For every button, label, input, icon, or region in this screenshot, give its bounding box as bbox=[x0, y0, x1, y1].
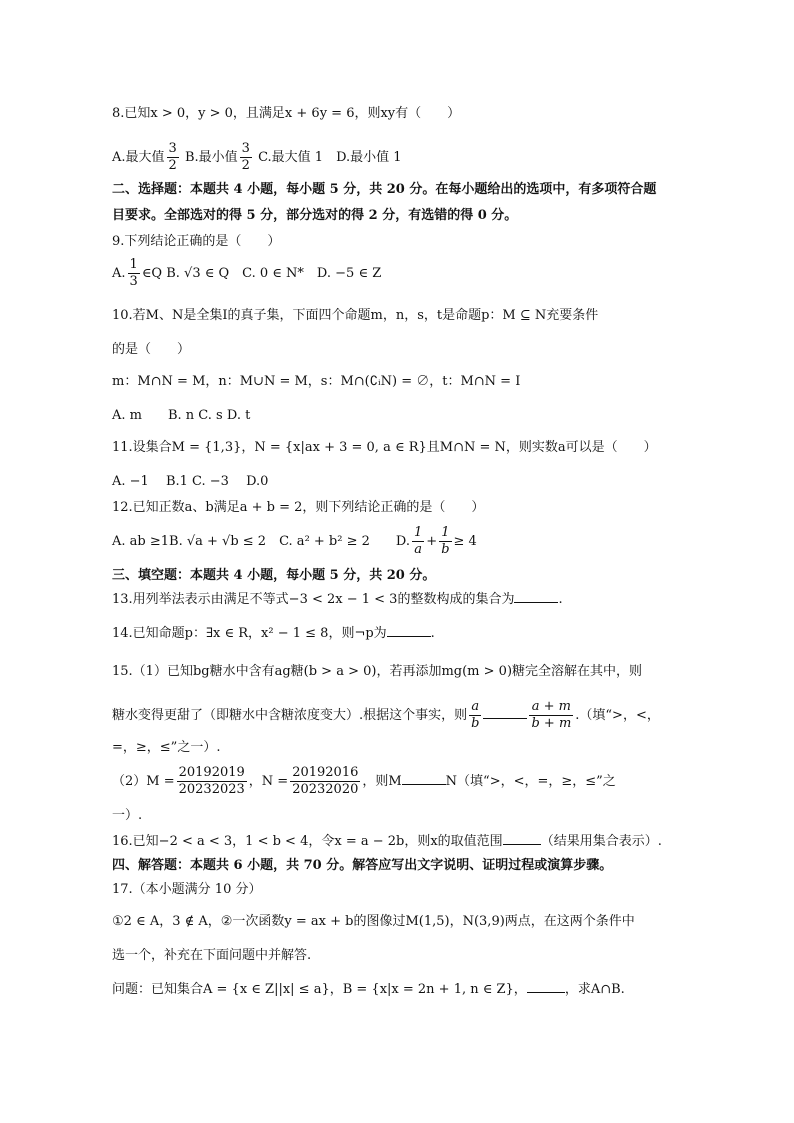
fraction-denominator: a bbox=[414, 542, 423, 557]
q16-tail: （结果用集合表示）. bbox=[540, 834, 662, 849]
answer-blank[interactable] bbox=[503, 832, 541, 845]
section-3-title: 三、填空题：本题共 4 小题，每小题 5 分，共 20 分。 bbox=[112, 568, 436, 583]
answer-blank[interactable] bbox=[402, 772, 446, 785]
q16-line bbox=[112, 832, 662, 852]
fraction-denominator: b + m bbox=[531, 716, 572, 731]
q13-tail: . bbox=[558, 592, 563, 607]
q12-stem: 12.已知正数a、b满足a + b = 2，则下列结论正确的是（ ） bbox=[112, 500, 485, 515]
q15-line4-tail: N（填“>，<，=，≥，≤”之 bbox=[445, 774, 616, 789]
q15-n-fraction bbox=[290, 765, 360, 798]
q17-line3 bbox=[112, 980, 625, 1000]
answer-blank[interactable] bbox=[527, 980, 565, 993]
q15-line4-mid: ，则M bbox=[362, 774, 402, 789]
q14-line bbox=[112, 624, 435, 644]
q8-option-b-fraction bbox=[240, 141, 252, 174]
q15-m-fraction bbox=[177, 765, 247, 798]
q12-option-d-tail: ≥ 4 bbox=[453, 534, 477, 549]
answer-blank[interactable] bbox=[483, 706, 527, 719]
q15-line3: =，≥，≤”之一）. bbox=[112, 740, 221, 755]
q15-line2-tail: .（填“>，<， bbox=[575, 708, 660, 723]
fraction-denominator: 2 bbox=[241, 158, 250, 173]
section-2-title-line2: 目要求。全部选对的得 5 分，部分选对的得 2 分，有选错的得 0 分。 bbox=[112, 208, 518, 223]
q11-stem: 11.设集合M = {1,3}，N = {x|ax + 3 = 0, a ∈ R}且M∩N = N，则实数a可以是（ ） bbox=[112, 440, 657, 455]
q15-line5: 一）. bbox=[112, 808, 143, 823]
fraction-numerator: 1 bbox=[129, 257, 138, 272]
q17-line2: 选一个，补充在下面问题中并解答. bbox=[112, 948, 312, 963]
q15-line4 bbox=[112, 762, 616, 802]
q12-option-d-fraction-2 bbox=[439, 525, 451, 558]
fraction-numerator: a bbox=[469, 699, 481, 716]
fraction-numerator: 20192016 bbox=[292, 765, 359, 780]
q8-options-rest: C.最大值 1 D.最小值 1 bbox=[258, 150, 402, 165]
q8-option-a-label: A.最大值 bbox=[112, 150, 165, 165]
q15-fraction-a-over-b bbox=[469, 699, 481, 732]
q15-fraction-am-over-bm bbox=[529, 699, 573, 732]
fraction-numerator: 1 bbox=[414, 525, 423, 540]
q12-options: A. ab ≥1B. √a + √b ≤ 2 C. a² + b² ≥ 2 D. $\frac{1}{a}$ + $\frac{1}{b}$ ≥ 4 bbox=[112, 525, 477, 557]
q10-propositions: m：M∩N = M，n：M∪N = M，s：M∩(∁ᵢN) = ∅，t：M∩N = I bbox=[112, 374, 521, 389]
q9-options-rest: ∈Q B. √3 ∈ Q C. 0 ∈ N* D. −5 ∈ Z bbox=[141, 266, 382, 281]
fraction-denominator: 20232023 bbox=[178, 782, 245, 797]
q17-header: 17.（本小题满分 10 分） bbox=[112, 882, 262, 897]
answer-blank[interactable] bbox=[514, 590, 558, 603]
q14-stem: 14.已知命题p：∃x ∈ R，x² − 1 ≤ 8，则¬p为 bbox=[112, 626, 387, 641]
fraction-numerator: 3 bbox=[168, 141, 177, 156]
q15-line2-text: 糖水变得更甜了（即糖水中含糖浓度变大）.根据这个事实，则 bbox=[112, 708, 468, 723]
fraction-numerator: a + m bbox=[529, 699, 573, 716]
fraction-denominator: b bbox=[441, 542, 450, 557]
q9-option-a-fraction bbox=[128, 257, 140, 290]
q17-question: 问题：已知集合A = {x ∈ Z||x| ≤ a}，B = {x|x = 2n + 1, n ∈ Z}， bbox=[112, 982, 527, 997]
q8-option-a-fraction bbox=[167, 141, 179, 174]
q17-question-tail: ，求A∩B. bbox=[564, 982, 625, 997]
q9-options bbox=[112, 254, 381, 294]
fraction-denominator: b bbox=[471, 716, 480, 731]
fraction-denominator: 20232020 bbox=[292, 782, 359, 797]
fraction-denominator: 3 bbox=[129, 274, 138, 289]
q15-m-label: （2）M = bbox=[112, 774, 175, 789]
q8-option-b-label: B.最小值 bbox=[184, 150, 238, 165]
q12-options-abc: A. ab ≥1B. √a + √b ≤ 2 C. a² + b² ≥ 2 D. bbox=[112, 534, 410, 549]
q11-options: A. −1 B.1 C. −3 D.0 bbox=[112, 474, 269, 489]
q8-stem: 8.已知x > 0，y > 0，且满足x + 6y = 6，则xy有（ ） bbox=[112, 106, 461, 121]
fraction-denominator: 2 bbox=[168, 158, 177, 173]
q9-option-a-label: A. bbox=[112, 266, 126, 281]
fraction-numerator: 20192019 bbox=[178, 765, 245, 780]
q15-line2 bbox=[112, 696, 660, 736]
section-4-title: 四、解答题：本题共 6 小题，共 70 分。解答应写出文字说明、证明过程或演算步骤。 bbox=[112, 858, 613, 873]
q14-tail: . bbox=[430, 626, 435, 641]
q15-line1: 15.（1）已知bg糖水中含有ag糖(b > a > 0)，若再添加mg(m > 0)糖完全溶解在其中，则 bbox=[112, 664, 643, 679]
q16-stem: 16.已知−2 < a < 3，1 < b < 4，令x = a − 2b，则x的取值范围 bbox=[112, 834, 503, 849]
q10-line2: 的是（ ） bbox=[112, 342, 191, 357]
q13-line bbox=[112, 590, 563, 610]
q9-stem: 9.下列结论正确的是（ ） bbox=[112, 234, 281, 249]
q15-n-label: ，N = bbox=[248, 774, 289, 789]
q10-options: A. m B. n C. s D. t bbox=[112, 408, 251, 423]
fraction-numerator: 3 bbox=[241, 141, 250, 156]
q8-options bbox=[112, 138, 402, 178]
q17-line1: ①2 ∈ A，3 ∉ A，②一次函数y = ax + b的图像过M(1,5)，N(3,9)两点，在这两个条件中 bbox=[112, 914, 635, 929]
q12-option-d-fraction-1 bbox=[412, 525, 424, 558]
answer-blank[interactable] bbox=[387, 624, 431, 637]
section-2-title-line1: 二、选择题：本题共 4 小题，每小题 5 分，共 20 分。在每小题给出的选项中，有多项符合题 bbox=[112, 182, 657, 197]
q10-line1: 10.若M、N是全集I的真子集，下面四个命题m，n，s，t是命题p：M ⊆ N充要条件 bbox=[112, 308, 599, 323]
q13-stem: 13.用列举法表示由满足不等式−3 < 2x − 1 < 3的整数构成的集合为 bbox=[112, 592, 515, 607]
fraction-numerator: 1 bbox=[439, 525, 451, 542]
